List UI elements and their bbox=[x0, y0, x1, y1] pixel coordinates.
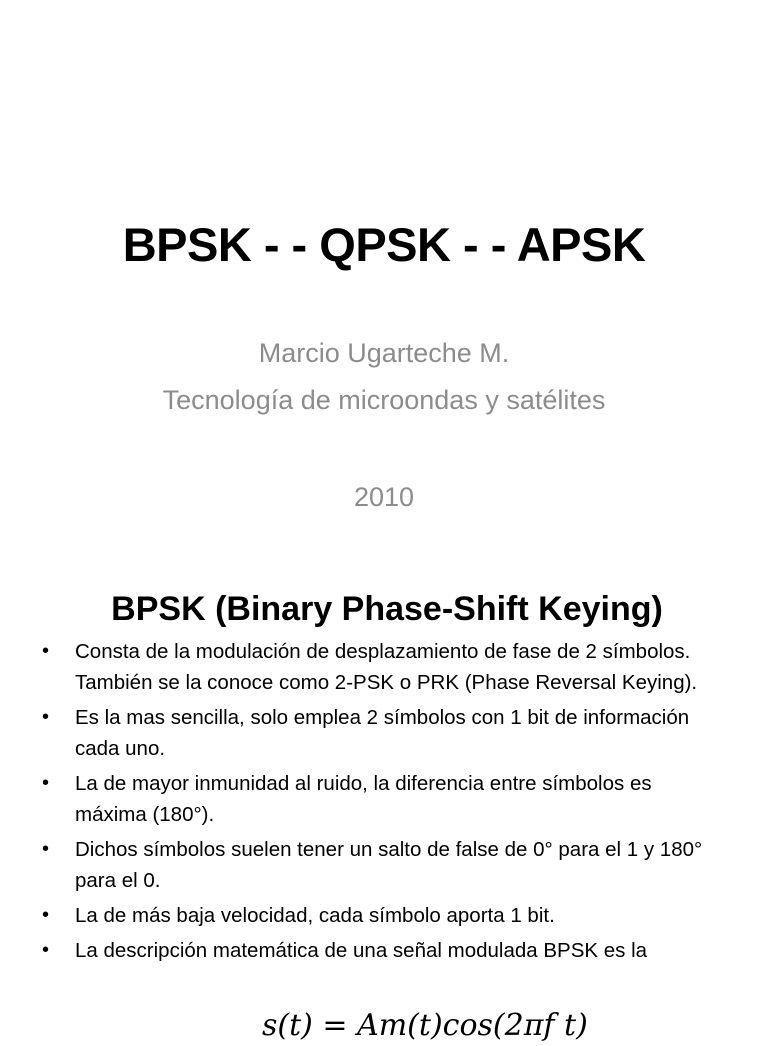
bpsk-slide bbox=[0, 576, 768, 1043]
bullet-list bbox=[0, 636, 768, 970]
bullet-icon: • bbox=[42, 706, 50, 728]
bullet-text: Dichos símbolos suelen tener un salto de false de 0° para el 1 y 180° para el 0. bbox=[75, 838, 703, 892]
bullet-text: La de mayor inmunidad al ruido, la diferencia entre símbolos es máxima (180°). bbox=[75, 772, 652, 826]
bullet-icon: • bbox=[42, 640, 50, 662]
bullet-item bbox=[0, 636, 768, 698]
bullet-item bbox=[0, 900, 768, 931]
bullet-text: Es la mas sencilla, solo emplea 2 símbolos con 1 bit de información cada uno. bbox=[75, 706, 690, 760]
author-name: Marcio Ugarteche M. bbox=[258, 338, 510, 368]
bullet-item bbox=[0, 834, 768, 896]
bullet-text: Consta de la modulación de desplazamiento de fase de 2 símbolos. También se la conoce como 2-PSK o PRK (Phase Reversal Keying). bbox=[75, 640, 698, 694]
bullet-item bbox=[0, 935, 768, 966]
bullet-item bbox=[0, 768, 768, 830]
slide-title: BPSK (Binary Phase-Shift Keying) bbox=[111, 590, 663, 628]
bullet-text: La descripción matemática de una señal modulada BPSK es la bbox=[75, 939, 648, 962]
presentation-title: BPSK - - QPSK - - APSK bbox=[122, 218, 646, 271]
bullet-icon: • bbox=[42, 939, 50, 961]
course-name: Tecnología de microondas y satélites bbox=[162, 385, 606, 415]
bullet-icon: • bbox=[42, 838, 50, 860]
bullet-item bbox=[0, 702, 768, 764]
bullet-text: La de más baja velocidad, cada símbolo aporta 1 bit. bbox=[75, 904, 555, 927]
bullet-icon: • bbox=[42, 904, 50, 926]
year: 2010 bbox=[353, 482, 415, 512]
bpsk-formula: s(t) = Am(t)cos(2πf t) bbox=[262, 1008, 588, 1043]
bullet-icon: • bbox=[42, 772, 50, 794]
